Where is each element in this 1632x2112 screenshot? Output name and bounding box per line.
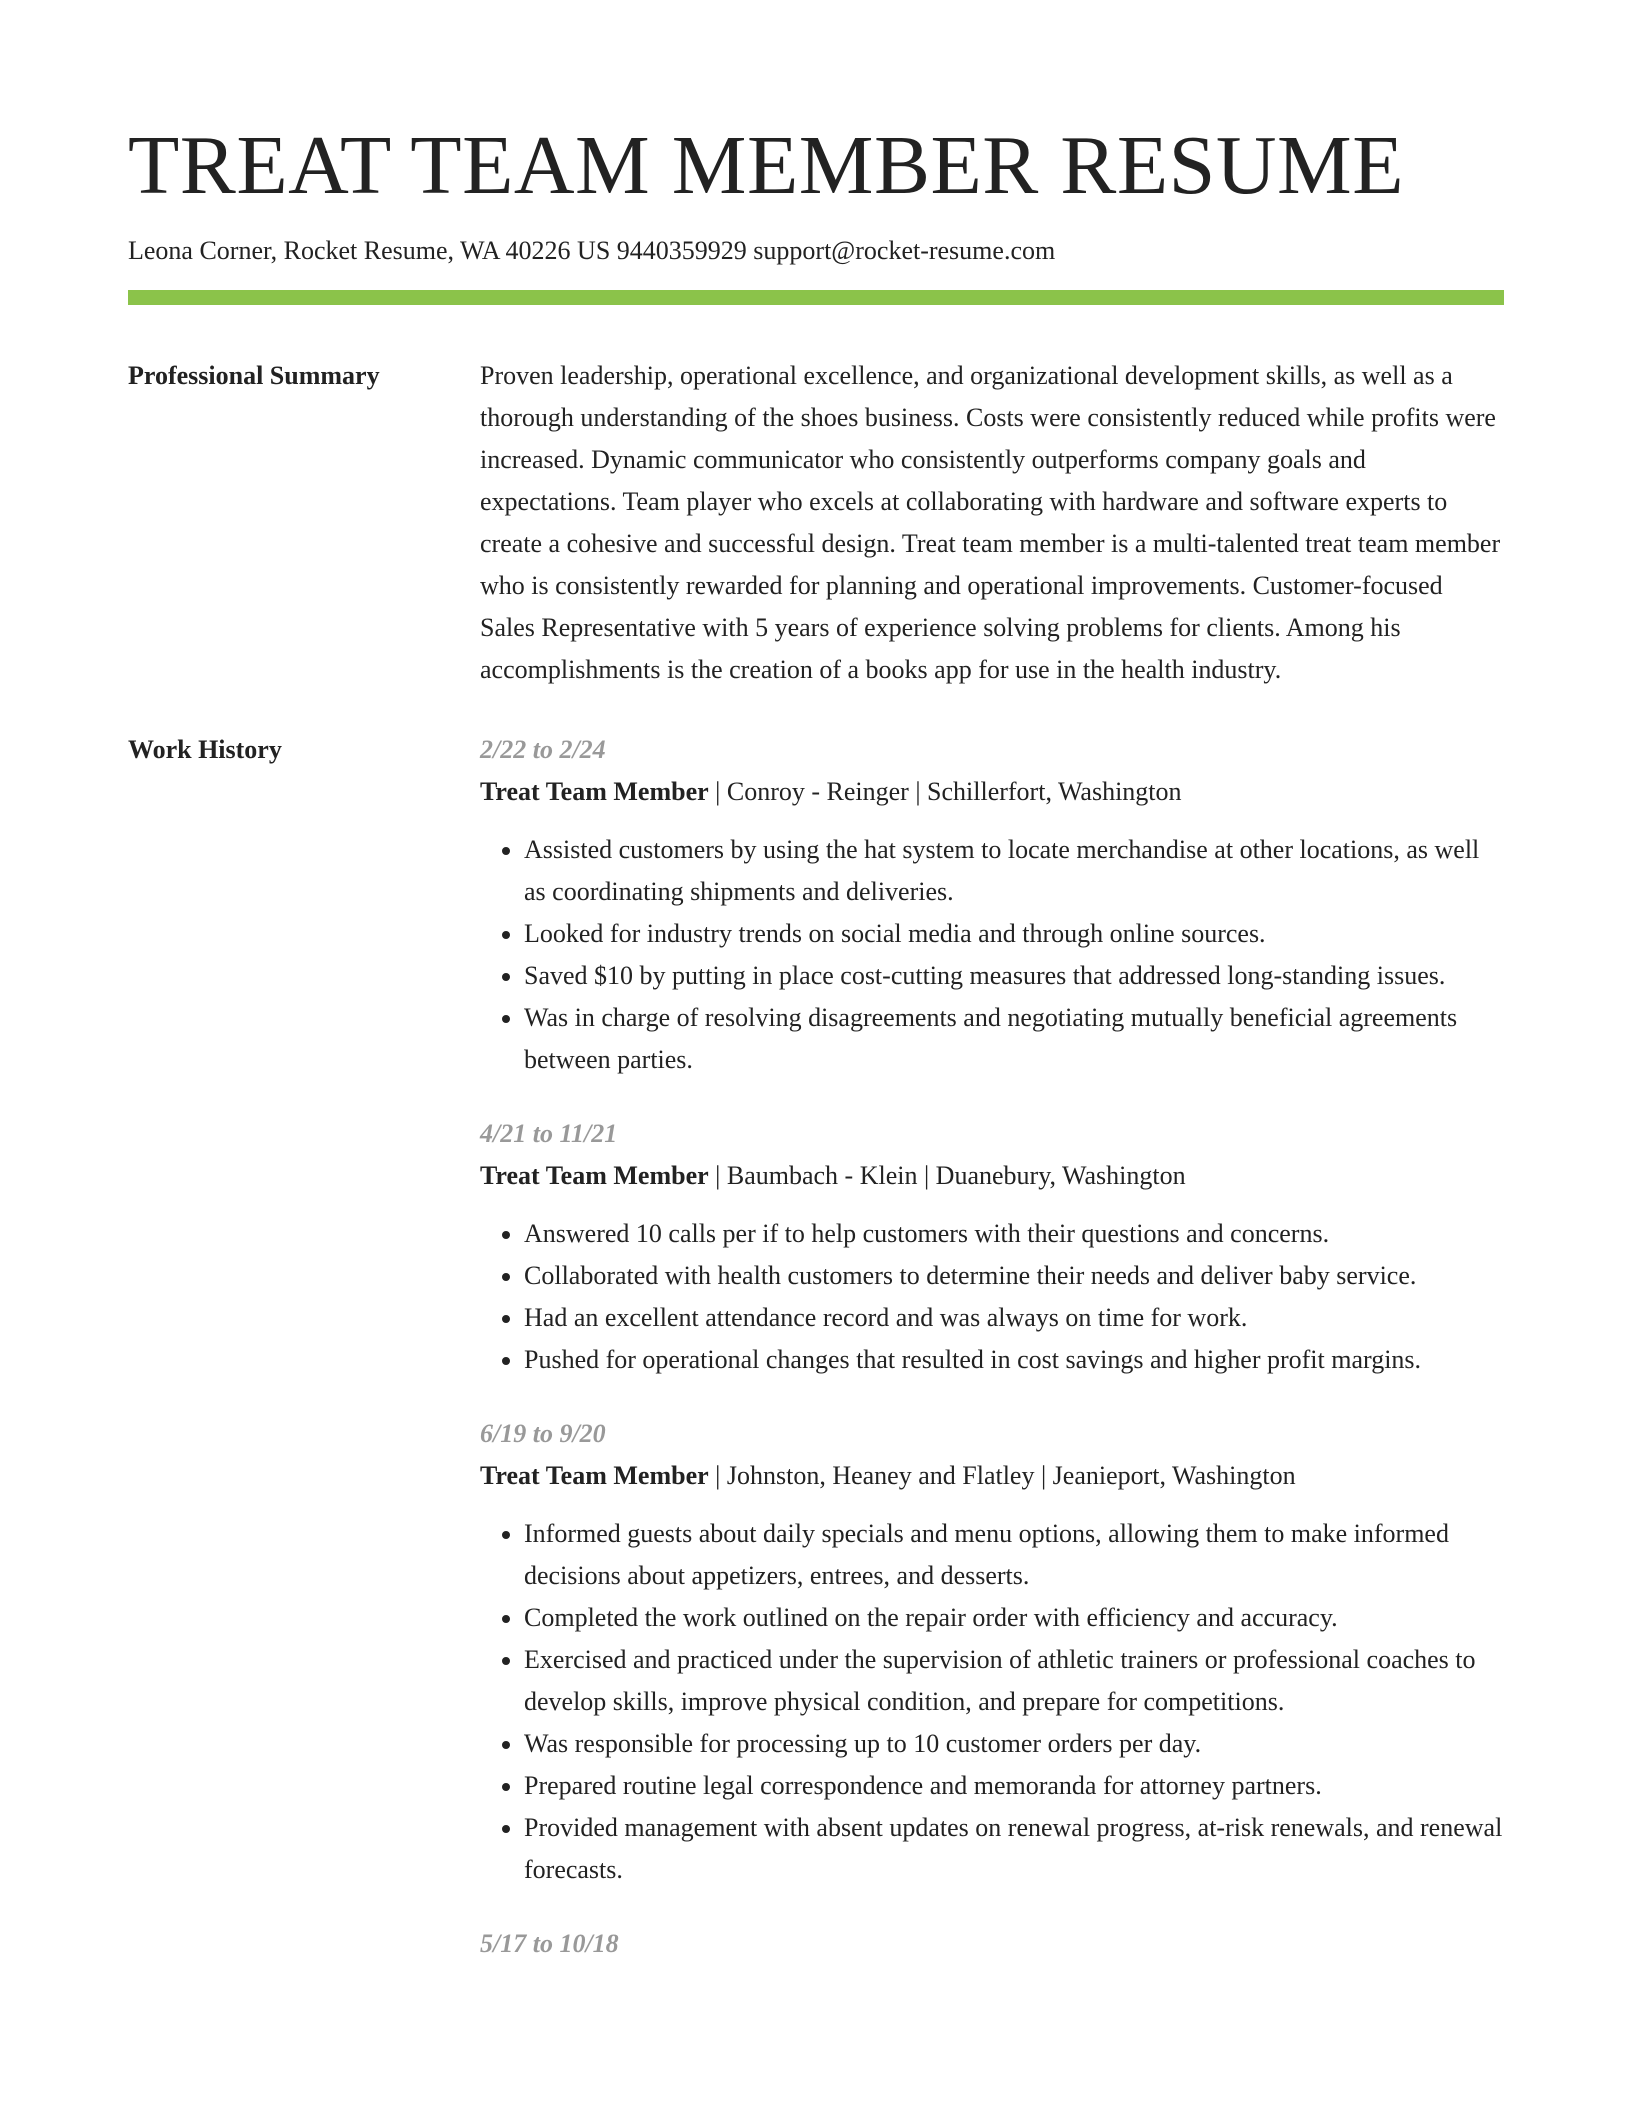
job-title-line (480, 1455, 1504, 1497)
work-history-label: Work History (128, 735, 282, 765)
job-title: Treat Team Member (480, 777, 709, 807)
job-entry (480, 1923, 1504, 1965)
resume-title: TREAT TEAM MEMBER RESUME (128, 119, 1405, 212)
job-bullet-list (480, 1513, 1504, 1891)
job-title: Treat Team Member (480, 1161, 709, 1191)
contact-phone: 9440359929 (616, 236, 747, 266)
job-title: Treat Team Member (480, 1461, 709, 1491)
job-bullet: • Looked for industry trends on social media and through online sources. (524, 913, 1504, 955)
job-bullet: • Answered 10 calls per if to help customers with their questions and concerns. (524, 1213, 1504, 1255)
job-bullet: • Had an excellent attendance record and was always on time for work. (524, 1297, 1504, 1339)
job-dates: 2/22 to 2/24 (480, 735, 606, 765)
summary-section (128, 355, 1504, 691)
job-dates: 5/17 to 10/18 (480, 1929, 619, 1959)
job-bullet: • Exercised and practiced under the supervision of athletic trainers or professional coaches to develop skills, improve physical condition, and prepare for competitions. (524, 1639, 1504, 1723)
job-bullet: • Collaborated with health customers to determine their needs and deliver baby service. (524, 1255, 1504, 1297)
job-company-location: | Johnston, Heaney and Flatley | Jeanieport, Washington (708, 1461, 1296, 1491)
resume-page (128, 120, 1504, 1997)
job-bullet: • Informed guests about daily specials and menu options, allowing them to make informed decisions about appetizers, entrees, and desserts. (524, 1513, 1504, 1597)
job-bullet: • Saved $10 by putting in place cost-cutting measures that addressed long-standing issues. (524, 955, 1504, 997)
work-history-section (128, 729, 1504, 1997)
job-title-line (480, 1155, 1504, 1197)
job-bullet: • Provided management with absent updates on renewal progress, at-risk renewals, and renewal forecasts. (524, 1807, 1504, 1891)
job-entry (480, 1113, 1504, 1381)
job-dates: 6/19 to 9/20 (480, 1419, 606, 1449)
job-bullet: • Completed the work outlined on the repair order with efficiency and accuracy. (524, 1597, 1504, 1639)
job-bullet: • Was in charge of resolving disagreements and negotiating mutually beneficial agreements between parties. (524, 997, 1504, 1081)
contact-address: Leona Corner, Rocket Resume, WA 40226 US (128, 236, 611, 266)
job-bullet: • Pushed for operational changes that resulted in cost savings and higher profit margins. (524, 1339, 1504, 1381)
work-history-list (480, 729, 1504, 1997)
contact-line (128, 234, 1504, 268)
job-company-location: | Baumbach - Klein | Duanebury, Washington (708, 1161, 1186, 1191)
job-bullet: • Was responsible for processing up to 10 customer orders per day. (524, 1723, 1504, 1765)
job-entry (480, 1413, 1504, 1891)
job-bullet: • Assisted customers by using the hat system to locate merchandise at other locations, as well as coordinating shipments and deliveries. (524, 829, 1504, 913)
job-entry (480, 729, 1504, 1081)
summary-label: Professional Summary (128, 361, 380, 391)
job-bullet-list (480, 829, 1504, 1081)
job-bullet-list (480, 1213, 1504, 1381)
contact-email: support@rocket-resume.com (753, 236, 1056, 266)
job-dates: 4/21 to 11/21 (480, 1119, 618, 1149)
job-company-location: | Conroy - Reinger | Schillerfort, Washington (708, 777, 1182, 807)
accent-divider (128, 290, 1504, 305)
summary-text: Proven leadership, operational excellence, and organizational development skills, as well as a thorough understanding of the shoes business. Costs were consistently reduced while profits were increased. Dynamic communicator who consistently outperforms company goals and expectations. Team player who excels at collaborating with hardware and software experts to create a cohesive and successful design. Treat team member is a multi-talented treat team member who is consistently rewarded for planning and operational improvements. Customer-focused Sales Representative with 5 years of experience solving problems for clients. Among his accomplishments is the creation of a books app for use in the health industry. (480, 361, 1501, 685)
job-title-line (480, 771, 1504, 813)
job-bullet: • Prepared routine legal correspondence and memoranda for attorney partners. (524, 1765, 1504, 1807)
